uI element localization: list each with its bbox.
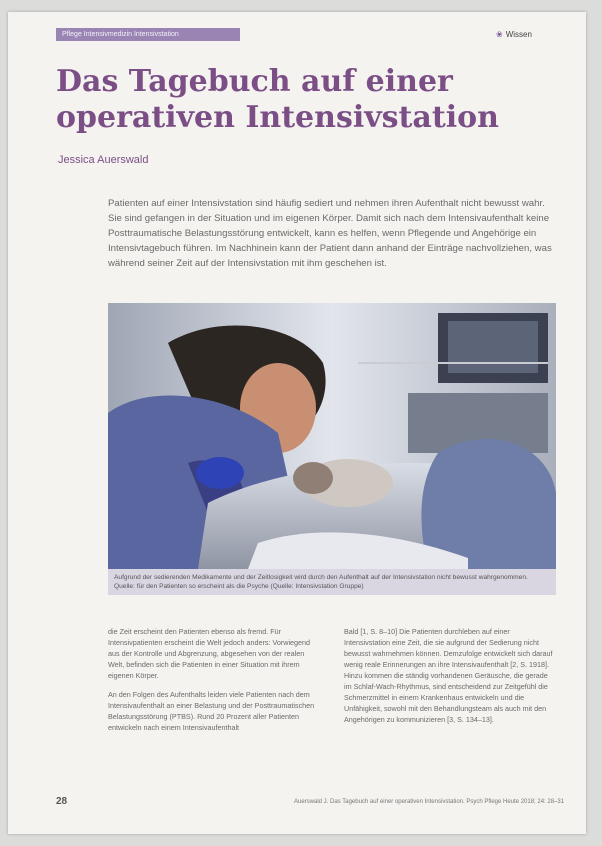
paragraph: die Zeit erscheint den Patienten ebenso als fremd. Für Intensivpatienten erscheint die Welt jedoch anders: Vorwiegend aus der Kontrolle und Abgrenzung, abgesehen von der realen Welt, befinden sich die Patienten in einer Situation mit ihrem eigenen Körper.	[108, 627, 311, 680]
category-banner: Pflege Intensivmedizin Intensivstation	[56, 28, 240, 41]
body-column-right	[344, 626, 556, 733]
article-title	[56, 64, 556, 136]
author-name: Jessica Auerswald	[58, 154, 149, 166]
section-label	[496, 30, 532, 39]
leaf-icon: ❀	[496, 30, 503, 39]
title-line-2: operativen Intensivstation	[56, 100, 499, 135]
page-number: 28	[56, 796, 68, 807]
section-text: Wissen	[505, 30, 532, 39]
photo-caption: Aufgrund der sedierenden Medikamente und der Zeitlosigkeit wird durch den Aufenthalt auf der Intensivstation nicht bewusst wahrgenommen. Quelle: für den Patienten so erscheint als die Psyche (Quelle: Intensivstation Gruppe)	[108, 569, 556, 595]
magazine-page	[8, 12, 586, 834]
body-column-left	[108, 626, 320, 741]
paragraph: An den Folgen des Aufenthalts leiden viele Patienten nach dem Intensivaufenthalt an einer Belastung und der Posttraumatischen Belastungsstörung (PTBS). Rund 20 Prozent aller Patienten entwickeln nach einem Intensivaufenthalt	[108, 690, 315, 732]
citation-footer: Auerswald J. Das Tagebuch auf einer operativen Intensivstation. Psych Pflege Heute 2018; 24: 28–31	[294, 799, 565, 805]
lead-paragraph: Patienten auf einer Intensivstation sind häufig sediert und nehmen ihren Aufenthalt nicht bewusst wahr. Sie sind gefangen in der Situation und im eigenen Körper. Damit sich nach dem Intensivaufenthalt keine Posttraumatische Belastungsstörung entwickelt, kann es helfen, wenn Pflegende und Angehörige ein Intensivtagebuch führen. Im Nachhinein kann der Patient dann anhand der Einträge nachvollziehen, was während seiner Zeit auf der Intensivstation mit ihm geschehen ist.	[108, 198, 552, 269]
title-line-1: Das Tagebuch auf einer	[56, 64, 453, 99]
paragraph: Bald [1, S. 8–10] Die Patienten durchleben auf einer Intensivstation eine Zeit, die sie aufgrund der Sedierung nicht bewusst wahrnehmen können. Demzufolge entwickelt sich darauf wenig reale Erinnerungen an ihre Intensivaufenthalt [2, S. 1918]. Hinzu kommen die ständig vorhandenen Geräusche, die gerade im Schlaf-Wach-Rhythmus, sind entscheidend zur Zeitgefühl die Schmerzmittel in einem Krankenhaus entwickeln und die Unfähigkeit, sowohl mit den Behandlungsteam als auch mit den Angehörigen zu kommunizieren [3, S. 134–13].	[344, 627, 553, 724]
article-photo	[108, 303, 556, 569]
